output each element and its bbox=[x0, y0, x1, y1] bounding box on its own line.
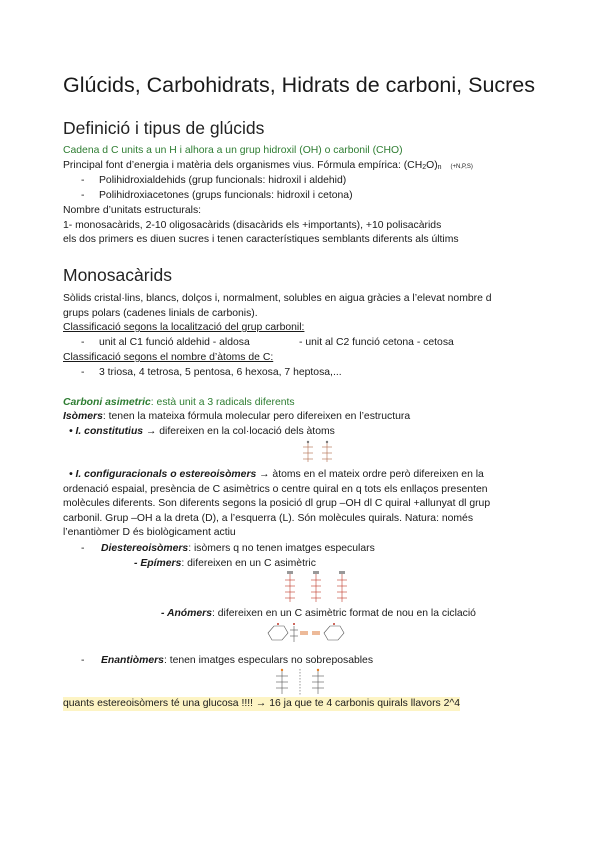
text-line: 1- monosacàrids, 2-10 oligosacàrids (disacàrids els +importants), +10 polisacàrids bbox=[63, 220, 442, 231]
bullet-polihidroxialdehids: Polihidroxialdehids (grup funcionals: hidroxil i aldehid) bbox=[99, 175, 347, 186]
constitutional-isomers-line: • I. constitutius → difereixen en la col·locació dels àtoms bbox=[69, 426, 335, 437]
text-line: carbonil. Grup –OH a la dreta (D), a l’esquerra (L). Són molècules quirals. Natura: només bbox=[63, 513, 474, 524]
classification-heading-atoms: Classificació segons el nombre d’àtoms de C: bbox=[63, 352, 274, 363]
anomers-line: - Anómers: difereixen en un C asimètric format de nou en la ciclació bbox=[161, 608, 476, 619]
bullet-cetosa: - unit al C2 funció cetona - cetosa bbox=[299, 337, 454, 348]
definition-green-line: Cadena d C units a un H i alhora a un grup hidroxil (OH) o carbonil (CHO) bbox=[63, 145, 403, 156]
anomers-structure-figure bbox=[264, 620, 348, 646]
bullet-polihidroxiacetones: Polihidroxiacetones (grups funcionals: hidroxil i cetona) bbox=[99, 190, 353, 201]
bullet-atoms: 3 triosa, 4 tetrosa, 5 pentosa, 6 hexosa, 7 heptosa,... bbox=[99, 367, 342, 378]
page-title: Glúcids, Carbohidrats, Hidrats de carboni, Sucres bbox=[63, 73, 536, 97]
asymmetric-carbon-line: Carboni asimetric: està unit a 3 radicals diferents bbox=[63, 397, 295, 408]
isomers-line: Isòmers: tenen la mateixa fórmula molecular pero difereixen en l’estructura bbox=[63, 411, 411, 422]
highlighted-note: quants estereoisòmers té una glucosa !!!! → 16 ja que te 4 carbonis quirals llavors 2^4 bbox=[63, 698, 461, 709]
text-line: grups polars (cadenes linials de carbonis). bbox=[63, 308, 258, 319]
bullet-dash: - bbox=[81, 337, 85, 348]
enantiomers-line: Enantiòmers: tenen imatges especulars no sobreposables bbox=[101, 655, 374, 666]
bullet-aldosa: unit al C1 funció aldehid - aldosa bbox=[99, 337, 250, 348]
section-heading-definicio: Definició i tipus de glúcids bbox=[63, 118, 265, 138]
bullet-dash: - bbox=[81, 175, 85, 186]
enantiomers-structure-figure bbox=[268, 667, 332, 697]
constitutional-isomer-structure-figure bbox=[300, 439, 338, 465]
bullet-dash: - bbox=[81, 367, 85, 378]
text-line: Sòlids cristal·lins, blancs, dolços i, normalment, solubles en aigua gràcies a l’elevat nombre d bbox=[63, 293, 492, 304]
section-heading-monosacarids: Monosacàrids bbox=[63, 265, 172, 285]
configurational-isomers-line: • I. configuracionals o estereoisòmers → àtoms en el mateix ordre però difereixen en la bbox=[69, 469, 484, 480]
text-line: Nombre d’unitats estructurals: bbox=[63, 205, 202, 216]
text-line: ordenació espaial, presència de C asimètrics o centre quiral en q tots els enllaços presenten bbox=[63, 484, 488, 495]
diastereoisomers-line: Diestereoisòmers: isòmers q no tenen imatges especulars bbox=[101, 543, 375, 554]
epimers-structure-figure bbox=[280, 571, 354, 605]
bullet-dash: - bbox=[81, 190, 85, 201]
bullet-dash: - bbox=[81, 543, 85, 554]
text-line: molècules diferents. Son diferents segons la posició dl grup –OH dl C quiral +allunyat dl grup bbox=[63, 498, 491, 509]
text-line: l’enantiòmer D és biològicament actiu bbox=[63, 527, 236, 538]
bullet-dash: - bbox=[81, 655, 85, 666]
epimers-line: - Epímers: difereixen en un C asimètric bbox=[134, 558, 316, 569]
classification-heading-carbonil: Classificació segons la localització del grup carbonil: bbox=[63, 322, 305, 333]
text-line: els dos primers es diuen sucres i tenen característiques semblants diferents als últims bbox=[63, 234, 459, 245]
formula-line: Principal font d’energia i matèria dels organismes vius. Fórmula empírica: (CH2O)n (+N,P,S) bbox=[63, 160, 473, 171]
